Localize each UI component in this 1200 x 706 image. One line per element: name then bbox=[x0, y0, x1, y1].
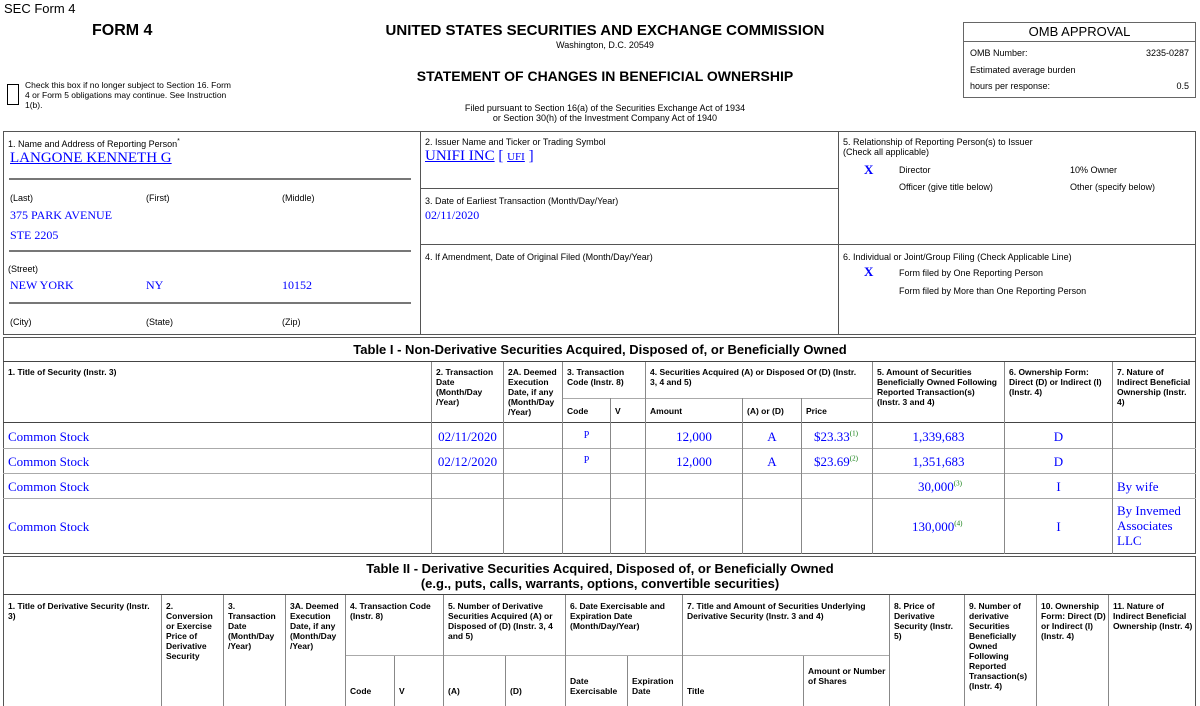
table-row-2-amount: 12,000 bbox=[676, 454, 712, 469]
divider bbox=[3, 594, 1196, 595]
omb-burden-label: Estimated average burden bbox=[970, 65, 1076, 75]
divider bbox=[803, 656, 804, 706]
t1-sub-price: Price bbox=[806, 406, 827, 416]
divider bbox=[3, 498, 1196, 499]
omb-burden-row bbox=[970, 65, 1189, 75]
filed-line-1: Filed pursuant to Section 16(a) of the Securities Exchange Act of 1934 bbox=[464, 103, 746, 113]
table-row-2-title: Common Stock bbox=[8, 454, 90, 469]
divider bbox=[801, 398, 802, 554]
divider bbox=[1036, 595, 1037, 706]
t2-header-code: 4. Transaction Code (Instr. 8) bbox=[350, 601, 431, 621]
zip-value: 10152 bbox=[282, 278, 312, 292]
state-label: (State) bbox=[146, 317, 174, 327]
divider bbox=[9, 302, 411, 304]
divider bbox=[838, 131, 839, 335]
divider bbox=[9, 178, 411, 180]
omb-number-label: OMB Number: bbox=[970, 48, 1028, 58]
t2-header-deemed: 3A. Deemed Execution Date, if any (Month/Day /Year) bbox=[290, 601, 339, 651]
divider bbox=[3, 448, 1196, 449]
agency-title: UNITED STATES SECURITIES AND EXCHANGE COMMISSION bbox=[385, 22, 825, 39]
t1-header-code: 3. Transaction Code (Instr. 8) bbox=[567, 367, 625, 387]
omb-title: OMB APPROVAL bbox=[964, 23, 1195, 42]
reporting-section-frame bbox=[3, 131, 1196, 335]
divider bbox=[839, 244, 1196, 245]
divider bbox=[421, 188, 838, 189]
director-checkmark: X bbox=[864, 162, 874, 177]
t1-sub-v: V bbox=[615, 406, 621, 416]
city-value: NEW YORK bbox=[10, 278, 74, 292]
one-person-option: Form filed by One Reporting Person bbox=[899, 268, 1044, 278]
divider bbox=[505, 656, 506, 706]
issuer-label: 2. Issuer Name and Ticker or Trading Symbol bbox=[425, 137, 606, 147]
last-label: (Last) bbox=[10, 193, 34, 203]
divider bbox=[503, 362, 504, 554]
divider bbox=[565, 595, 566, 706]
divider bbox=[443, 595, 444, 706]
table-row-3-title: Common Stock bbox=[8, 479, 90, 494]
t1-header-amount-owned: 5. Amount of Securities Beneficially Owned Following Reported Transaction(s) (Instr. 3 and 4) bbox=[877, 367, 997, 407]
earliest-date-label: 3. Date of Earliest Transaction (Month/Day/Year) bbox=[425, 196, 619, 206]
table-row-4-title: Common Stock bbox=[8, 519, 90, 534]
table-row-1-price: $23.33$^{(1)}$ bbox=[814, 429, 858, 444]
divider bbox=[345, 655, 890, 656]
street-line-2: STE 2205 bbox=[10, 228, 59, 242]
one-person-checkmark: X bbox=[864, 264, 874, 279]
earliest-date-value: 02/11/2020 bbox=[425, 208, 480, 222]
table-row-1-amount: 12,000 bbox=[676, 429, 712, 444]
issuer-name-link[interactable]: UNIFI INC bbox=[425, 148, 495, 164]
form-name: FORM 4 bbox=[92, 22, 153, 39]
divider bbox=[610, 398, 611, 554]
table-row-1-form: D bbox=[1053, 429, 1064, 444]
t2-header-exercisable: 6. Date Exercisable and Expiration Date (Month/Day/Year) bbox=[570, 601, 665, 631]
t1-sub-aord: (A) or (D) bbox=[747, 406, 784, 416]
street-label: (Street) bbox=[8, 264, 39, 274]
divider bbox=[3, 473, 1196, 474]
t2-sub-v: V bbox=[399, 686, 405, 696]
amendment-label: 4. If Amendment, Date of Original Filed (Month/Day/Year) bbox=[425, 252, 653, 262]
filed-pursuant-text bbox=[340, 103, 870, 123]
table-row-1-owned: 1,339,683 bbox=[912, 429, 965, 444]
omb-number-row bbox=[970, 48, 1189, 58]
t2-sub-code: Code bbox=[350, 686, 372, 696]
no-longer-subject-checkbox[interactable] bbox=[7, 84, 19, 105]
omb-number-value: 3235-0287 bbox=[1145, 48, 1189, 58]
table-2-subtitle: (e.g., puts, calls, warrants, options, convertible securities) bbox=[420, 576, 780, 591]
t1-header-securities: 4. Securities Acquired (A) or Disposed Of (D) (Instr. 3, 4 and 5) bbox=[650, 367, 857, 387]
ticker-bracket-open: [ bbox=[498, 148, 504, 164]
table-2-title: Table II - Derivative Securities Acquired, Disposed of, or Beneficially Owned bbox=[366, 561, 834, 576]
t1-sub-code: Code bbox=[567, 406, 589, 416]
divider bbox=[345, 595, 346, 706]
table-row-2-aord: A bbox=[767, 454, 777, 469]
t2-header-ownership: 10. Ownership Form: Direct (D) or Indirect (I) (Instr. 4) bbox=[1041, 601, 1106, 641]
divider bbox=[889, 595, 890, 706]
table-row-3-nature: By wife bbox=[1117, 479, 1159, 494]
t1-header-title: 1. Title of Security (Instr. 3) bbox=[8, 367, 117, 377]
divider bbox=[3, 361, 1196, 362]
table-row-4-owned: 130,000$^{(4)}$ bbox=[912, 519, 963, 534]
t2-header-conversion: 2. Conversion or Exercise Price of Derivative Security bbox=[166, 601, 213, 661]
filing-type-label: 6. Individual or Joint/Group Filing (Check Applicable Line) bbox=[843, 252, 1072, 262]
issuer-name-row bbox=[425, 148, 534, 165]
divider bbox=[161, 595, 162, 706]
table-1-title: Table I - Non-Derivative Securities Acquired, Disposed of, or Beneficially Owned bbox=[353, 342, 847, 357]
table-row-3-form: I bbox=[1056, 479, 1061, 494]
director-option: Director bbox=[899, 165, 931, 175]
omb-approval-box bbox=[963, 22, 1196, 98]
t1-header-date: 2. Transaction Date (Month/Day /Year) bbox=[436, 367, 494, 407]
omb-hours-label: hours per response: bbox=[970, 81, 1051, 91]
divider bbox=[420, 131, 421, 335]
divider bbox=[9, 250, 411, 252]
t2-header-price: 8. Price of Derivative Security (Instr. 5) bbox=[894, 601, 954, 641]
relationship-label: 5. Relationship of Reporting Person(s) to Issuer bbox=[843, 137, 1033, 147]
t2-sub-expiration: Expiration Date bbox=[632, 676, 674, 696]
statement-title: STATEMENT OF CHANGES IN BENEFICIAL OWNERSHIP bbox=[416, 68, 794, 84]
agency-location: Washington, D.C. 20549 bbox=[556, 40, 654, 50]
divider bbox=[285, 595, 286, 706]
t2-sub-amount: Amount or Number of Shares bbox=[808, 666, 886, 686]
table-row-1-date: 02/11/2020 bbox=[438, 429, 497, 444]
table-row-2-code: P bbox=[583, 455, 590, 466]
t2-header-title: 1. Title of Derivative Security (Instr. 3) bbox=[8, 601, 150, 621]
divider bbox=[964, 595, 965, 706]
table-row-2-owned: 1,351,683 bbox=[912, 454, 965, 469]
divider bbox=[223, 595, 224, 706]
divider bbox=[742, 398, 743, 554]
street-line-1: 375 PARK AVENUE bbox=[10, 208, 113, 222]
table-row-4-form: I bbox=[1056, 519, 1061, 534]
divider bbox=[394, 656, 395, 706]
t2-sub-exercisable: Date Exercisable bbox=[570, 676, 618, 696]
other-option: Other (specify below) bbox=[1070, 182, 1156, 192]
table-row-4-nature: By Invemed Associates LLC bbox=[1117, 503, 1181, 548]
officer-option: Officer (give title below) bbox=[899, 182, 993, 192]
first-label: (First) bbox=[146, 193, 170, 203]
multi-person-option: Form filed by More than One Reporting Person bbox=[899, 286, 1087, 296]
sec-form-label: SEC Form 4 bbox=[4, 1, 76, 16]
table-row-1-code: P bbox=[583, 430, 590, 441]
table-row-2-form: D bbox=[1053, 454, 1064, 469]
reporting-person-label: 1. Name and Address of Reporting Person* bbox=[8, 138, 180, 149]
zip-label: (Zip) bbox=[282, 317, 301, 327]
divider bbox=[682, 595, 683, 706]
omb-hours-row bbox=[970, 81, 1189, 91]
table-row-2-price: $23.69$^{(2)}$ bbox=[814, 454, 858, 469]
omb-hours-value: 0.5 bbox=[1176, 81, 1189, 91]
t1-header-ownership: 6. Ownership Form: Direct (D) or Indirect (I) (Instr. 4) bbox=[1009, 367, 1102, 397]
t2-header-underlying: 7. Title and Amount of Securities Underlying Derivative Security (Instr. 3 and 4) bbox=[687, 601, 866, 621]
table-row-1-aord: A bbox=[767, 429, 777, 444]
t2-sub-title: Title bbox=[687, 686, 705, 696]
t1-header-deemed: 2A. Deemed Execution Date, if any (Month/Day /Year) bbox=[508, 367, 557, 417]
divider bbox=[421, 244, 838, 245]
ticker-link[interactable]: UFI bbox=[507, 151, 525, 163]
table-row-3-owned: 30,000$^{(3)}$ bbox=[918, 479, 962, 494]
ticker-bracket-close: ] bbox=[528, 148, 534, 164]
table-row-1-title: Common Stock bbox=[8, 429, 90, 444]
t2-header-number-owned: 9. Number of derivative Securities Beneficially Owned Following Reported Transaction(s) (Instr. 4) bbox=[969, 601, 1028, 691]
divider bbox=[627, 656, 628, 706]
t1-sub-amount: Amount bbox=[650, 406, 683, 416]
state-value: NY bbox=[146, 278, 164, 292]
t2-header-number: 5. Number of Derivative Securities Acquired (A) or Disposed of (D) (Instr. 3, 4 and 5) bbox=[448, 601, 553, 641]
t2-header-nature: 11. Nature of Indirect Beneficial Ownership (Instr. 4) bbox=[1113, 601, 1193, 631]
divider bbox=[1112, 362, 1113, 554]
table-row-2-date: 02/12/2020 bbox=[437, 454, 498, 469]
t2-header-date: 3. Transaction Date (Month/Day /Year) bbox=[228, 601, 276, 651]
t2-sub-d: (D) bbox=[510, 686, 522, 696]
filed-line-2: or Section 30(h) of the Investment Company Act of 1940 bbox=[492, 113, 718, 123]
ten-percent-owner-option: 10% Owner bbox=[1070, 165, 1118, 175]
divider bbox=[3, 422, 1196, 423]
city-label: (City) bbox=[10, 317, 32, 327]
t2-sub-a: (A) bbox=[448, 686, 460, 696]
t1-header-nature: 7. Nature of Indirect Beneficial Ownership (Instr. 4) bbox=[1117, 367, 1191, 407]
middle-label: (Middle) bbox=[282, 193, 315, 203]
relationship-sublabel: (Check all applicable) bbox=[843, 147, 930, 157]
reporting-person-name-link[interactable]: LANGONE KENNETH G bbox=[10, 150, 172, 166]
checkbox-instruction-text: Check this box if no longer subject to Section 16. Form 4 or Form 5 obligations may continue. See Instruction 1(b). bbox=[25, 80, 231, 110]
divider bbox=[1108, 595, 1109, 706]
